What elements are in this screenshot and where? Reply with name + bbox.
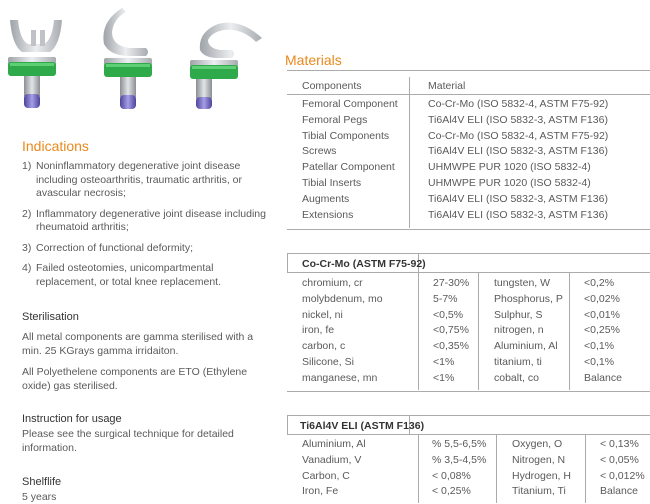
element-value: < 0,08% xyxy=(432,469,471,482)
divider xyxy=(287,94,650,95)
divider xyxy=(287,229,650,230)
cocrmo-title: Co-Cr-Mo (ASTM F75-92) xyxy=(302,258,426,270)
element-value: <0,1% xyxy=(584,356,615,368)
ti6al4v-title: Ti6Al4V ELI (ASTM F136) xyxy=(300,420,425,432)
components-header: Components xyxy=(302,80,362,92)
element-name: Aluminium, Al xyxy=(494,340,558,353)
list-item: 4) Failed osteotomies, unicompartmental replacement, or total knee replacement. xyxy=(22,262,222,288)
component-name: Tibial Components xyxy=(302,129,390,142)
element-value: % 3,5-4,5% xyxy=(432,453,487,466)
sterilisation-title: Sterilisation xyxy=(22,311,79,323)
element-value: <1% xyxy=(433,371,455,384)
divider xyxy=(496,434,497,503)
component-name: Augments xyxy=(302,192,350,205)
element-name: cobalt, co xyxy=(494,371,539,384)
component-name: Femoral Component xyxy=(302,98,398,110)
element-name: nitrogen, n xyxy=(494,324,544,337)
materials-title: Materials xyxy=(285,52,342,68)
divider xyxy=(478,272,479,390)
element-name: iron, fe xyxy=(302,324,335,337)
sterilisation-text-1: All metal components are gamma sterilised with a min. 25 KGrays gamma irridaiton. xyxy=(22,331,254,357)
implant-front-view xyxy=(8,20,62,108)
instruction-text: Please see the surgical technique for detailed information. xyxy=(22,428,234,454)
element-name: tungsten, W xyxy=(494,277,551,289)
component-name: Extensions xyxy=(302,208,354,221)
indications-list xyxy=(22,160,267,296)
material-name: Ti6Al4V ELI (ISO 5832-3, ASTM F136) xyxy=(428,192,608,205)
element-value: 27-30% xyxy=(433,277,470,289)
divider xyxy=(287,253,650,254)
shelflife-title: Shelflife xyxy=(22,476,62,488)
element-name: Silicone, Si xyxy=(302,356,354,368)
list-item: 3) Correction of functional deformity; xyxy=(22,241,193,254)
element-name: chromium, cr xyxy=(302,277,363,289)
element-value: < 0,05% xyxy=(600,453,639,466)
element-name: molybdenum, mo xyxy=(302,292,383,305)
divider xyxy=(418,434,419,503)
shelflife-text: 5 years xyxy=(22,491,57,503)
material-name: Ti6Al4V ELI (ISO 5832-3, ASTM F136) xyxy=(428,113,608,126)
component-name: Screws xyxy=(302,145,337,158)
element-name: Hydrogen, H xyxy=(512,469,571,482)
list-item: 1) Noninflammatory degenerative joint disease including osteoarthritis, traumatic arthritis, or avascular necrosis; xyxy=(22,160,242,199)
element-value: <0,75% xyxy=(433,324,469,337)
element-value: <0,5% xyxy=(433,308,464,321)
element-name: carbon, c xyxy=(302,340,346,353)
element-name: nickel, ni xyxy=(302,308,343,321)
divider xyxy=(287,70,650,71)
material-header: Material xyxy=(428,80,466,92)
implant-side-view xyxy=(103,8,152,109)
material-name: Ti6Al4V ELI (ISO 5832-3, ASTM F136) xyxy=(428,208,608,221)
implant-oblique-view xyxy=(190,23,262,109)
element-name: Phosphorus, P xyxy=(494,292,563,305)
element-value: <0,1% xyxy=(584,340,615,353)
divider xyxy=(287,415,650,416)
element-value: <1% xyxy=(433,356,455,368)
element-value: % 5,5-6,5% xyxy=(432,438,487,450)
element-name: titanium, ti xyxy=(494,356,542,368)
element-name: Nitrogen, N xyxy=(512,453,566,466)
element-value: <0,02% xyxy=(584,292,620,305)
material-name: Ti6Al4V ELI (ISO 5832-3, ASTM F136) xyxy=(428,145,608,158)
component-name: Tibial Inserts xyxy=(302,177,362,189)
element-name: manganese, mn xyxy=(302,371,378,384)
element-value: < 0,13% xyxy=(600,438,639,450)
material-name: Co-Cr-Mo (ISO 5832-4, ASTM F75-92) xyxy=(428,129,609,142)
divider xyxy=(287,391,650,392)
element-value: <0,25% xyxy=(584,324,620,337)
material-name: Co-Cr-Mo (ISO 5832-4, ASTM F75-92) xyxy=(428,98,609,110)
element-value: Balance xyxy=(584,371,622,384)
divider xyxy=(287,253,288,272)
material-name: UHMWPE PUR 1020 (ISO 5832-4) xyxy=(428,177,591,189)
divider xyxy=(287,272,650,273)
element-name: Iron, Fe xyxy=(302,485,339,498)
element-value: <0,35% xyxy=(433,340,469,353)
element-name: Oxygen, O xyxy=(512,438,563,450)
element-value: Balance xyxy=(600,485,638,498)
element-name: Titanium, Ti xyxy=(512,485,566,498)
sterilisation-text-2: All Polyethelene components are ETO (Ethylene oxide) gas sterilised. xyxy=(22,366,248,392)
element-value: 5-7% xyxy=(433,292,458,305)
divider xyxy=(569,272,570,390)
component-name: Patellar Component xyxy=(302,161,395,174)
divider xyxy=(418,272,419,390)
instruction-title: Instruction for usage xyxy=(22,413,122,425)
element-value: < 0,012% xyxy=(600,469,645,482)
divider xyxy=(287,415,288,434)
knee-implants-illustration xyxy=(0,0,270,120)
material-name: UHMWPE PUR 1020 (ISO 5832-4) xyxy=(428,161,591,174)
element-name: Aluminium, Al xyxy=(302,438,366,450)
element-name: Vanadium, V xyxy=(302,453,362,466)
indications-title: Indications xyxy=(22,138,89,154)
component-name: Femoral Pegs xyxy=(302,113,368,126)
divider xyxy=(409,77,410,228)
element-value: < 0,25% xyxy=(432,485,471,498)
list-item: 2) Inflammatory degenerative joint disease including rheumatoid arthritis; xyxy=(22,207,266,233)
element-value: <0,01% xyxy=(584,308,620,321)
divider xyxy=(287,434,650,435)
element-name: Sulphur, S xyxy=(494,308,543,321)
divider xyxy=(585,434,586,503)
element-name: Carbon, C xyxy=(302,469,350,482)
element-value: <0,2% xyxy=(584,277,615,289)
